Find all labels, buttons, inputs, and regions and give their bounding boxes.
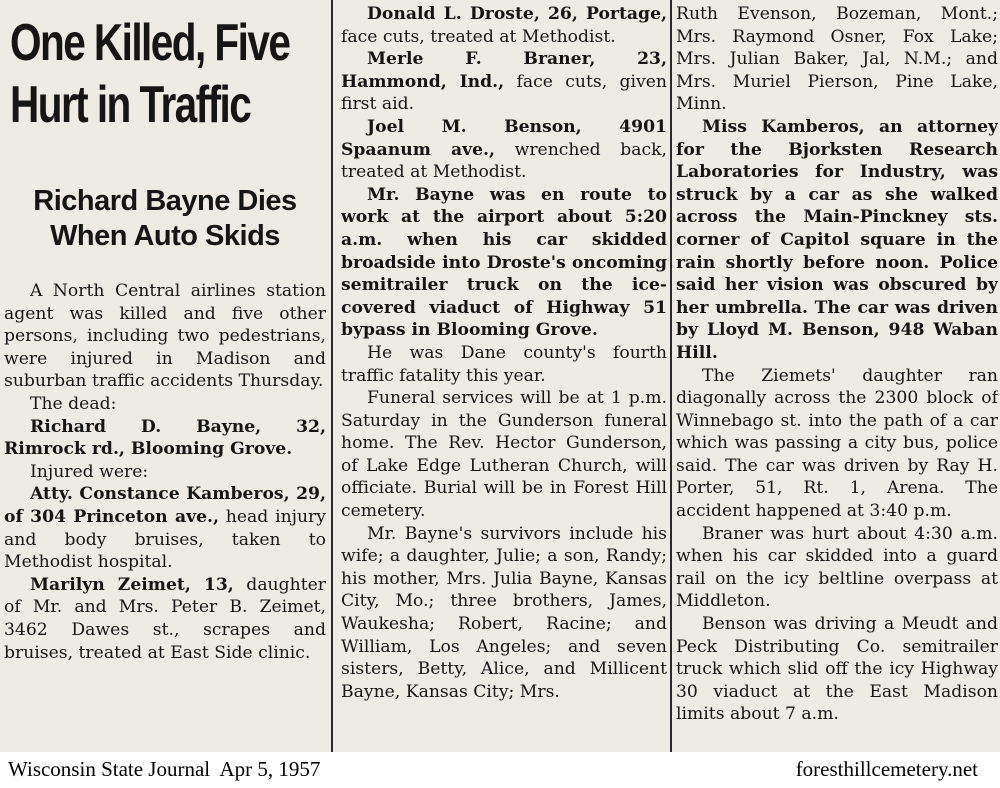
body-paragraph: Braner was hurt about 4:30 a.m. when his car skidded into a guard rail on the icy beltline overpass at Middleton. <box>676 523 998 612</box>
column-3 <box>676 3 998 752</box>
injured-name: Atty. Constance Kamberos, 29, of 304 Princeton ave., <box>4 484 326 527</box>
body-paragraph: Mr. Bayne was en route to work at the airport about 5:20 a.m. when his car skidded broadside into Droste's oncoming semitrailer truck on the ice-covered viaduct of Highway 51 bypass in Blooming Grove. <box>341 184 667 341</box>
injured-detail: face cuts, treated at Methodist. <box>341 26 616 47</box>
source-caption: Wisconsin State Journal Apr 5, 1957 <box>8 757 321 781</box>
injured-entry <box>341 116 667 184</box>
column-1 <box>4 0 326 752</box>
injured-entry <box>341 48 667 116</box>
injured-label: Injured were: <box>30 461 149 482</box>
injured-name: Donald L. Droste, 26, Portage, <box>367 4 667 24</box>
body-paragraph: Mr. Bayne's survivors include his wife; a daughter, Julie; a son, Randy; his mother, Mrs. Julia Bayne, Kansas City, Mo.; three brothers, James, Waukesha; Robert, Racine; and William, Los Angeles; and seven sisters, Betty, Alice, and Millicent Bayne, Kansas City; Mrs. <box>341 523 667 702</box>
body-paragraph: He was Dane county's fourth traffic fatality this year. <box>341 342 667 386</box>
injured-name: Joel M. Benson, 4901 Spaanum ave., <box>341 116 667 160</box>
injured-detail: wrenched back, treated at Methodist. <box>341 139 667 183</box>
dead-label: The dead: <box>30 393 117 414</box>
body-paragraph: Benson was driving a Meudt and Peck Distributing Co. semitrailer truck which slid off the icy Highway 30 viaduct at the East Madison limits about 7 a.m. <box>676 614 998 725</box>
column-2 <box>341 3 667 752</box>
website-caption: foresthillcemetery.net <box>795 757 978 781</box>
injured-entry <box>4 574 326 664</box>
injured-name: Marilyn Zeimet, 13, <box>30 574 234 595</box>
body-paragraph: Funeral services will be at 1 p.m. Saturday in the Gunderson funeral home. The Rev. Hector Gunderson, of Lake Edge Lutheran Church, will officiate. Burial will be in Forest Hill cemetery. <box>341 388 667 522</box>
dead-entry: Richard D. Bayne, 32, Rimrock rd., Blooming Grove. <box>4 416 326 460</box>
headline <box>10 12 326 136</box>
injured-name: Merle F. Braner, 23, Hammond, Ind., <box>341 49 667 92</box>
body-paragraph: Miss Kamberos, an attorney for the Bjorksten Research Laboratories for Industry, was struck by a car as she walked across the Main-Pinckney sts. corner of Capitol square in the rain shortly before noon. Police said her vision was obscured by her umbrella. The car was driven by Lloyd M. Benson, 948 Waban Hill. <box>676 116 998 363</box>
headline-line-2: Hurt in Traffic <box>10 76 251 134</box>
injured-detail: face cuts, given first aid. <box>341 71 667 115</box>
body-paragraph: Ruth Evenson, Bozeman, Mont.; Mrs. Raymond Osner, Fox Lake; Mrs. Julian Baker, Jal, N.M.; and Mrs. Muriel Pierson, Pine Lake, Minn. <box>676 4 998 115</box>
body-paragraph: The Ziemets' daughter ran diagonally across the 2300 block of Winnebago st. into the path of a car which was passing a city bus, police said. The car was driven by Ray H. Porter, 51, Rt. 1, Arena. The accident happened at 3:40 p.m. <box>676 365 998 522</box>
headline-line-1: One Killed, Five <box>10 14 290 72</box>
subheadline-line-1: Richard Bayne Dies <box>33 185 297 217</box>
injured-detail: head injury and body bruises, taken to Methodist hospital. <box>4 506 326 573</box>
subheadline-line-2: When Auto Skids <box>50 220 280 252</box>
subheadline <box>4 184 326 254</box>
injured-detail: daughter of Mr. and Mrs. Peter B. Zeimet, 3462 Dawes st., scrapes and bruises, treated at East Side clinic. <box>4 574 326 663</box>
lede-paragraph: A North Central airlines station agent was killed and five other persons, including two pedestrians, were injured in Madison and suburban traffic accidents Thursday. <box>4 281 326 392</box>
column-divider <box>670 0 672 752</box>
injured-entry <box>4 483 326 573</box>
injured-entry <box>341 3 667 48</box>
column-divider <box>331 0 333 752</box>
